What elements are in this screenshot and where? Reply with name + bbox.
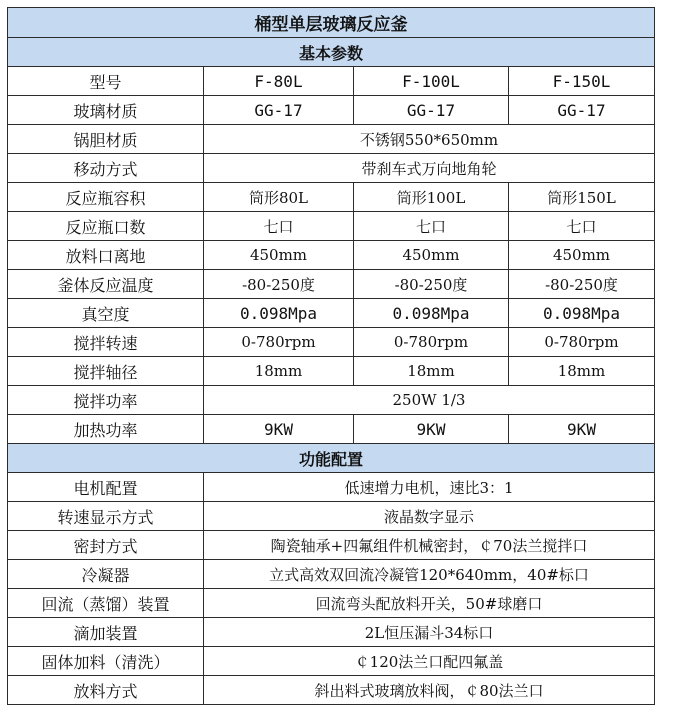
row-value: 0.098Mpa — [354, 299, 509, 328]
row-value: 七口 — [354, 212, 509, 241]
row-value: 450mm — [204, 241, 354, 270]
row-label: 放料方式 — [8, 676, 204, 705]
table-row — [8, 589, 655, 618]
row-value: 18mm — [509, 357, 655, 386]
row-value: 18mm — [204, 357, 354, 386]
row-label: 搅拌转速 — [8, 328, 204, 357]
row-value: F-150L — [509, 67, 655, 96]
row-label: 型号 — [8, 67, 204, 96]
row-value: 2L恒压漏斗34标口 — [204, 618, 655, 647]
table-title: 桶型单层玻璃反应釜 — [8, 8, 655, 38]
table-row — [8, 676, 655, 705]
row-value: F-80L — [204, 67, 354, 96]
row-value: 液晶数字显示 — [204, 502, 655, 531]
row-value: 0.098Mpa — [204, 299, 354, 328]
row-value: GG-17 — [509, 96, 655, 125]
row-value: 450mm — [509, 241, 655, 270]
table-row — [8, 183, 655, 212]
row-value: -80-250度 — [204, 270, 354, 299]
row-value: -80-250度 — [354, 270, 509, 299]
row-label: 密封方式 — [8, 531, 204, 560]
row-label: 滴加装置 — [8, 618, 204, 647]
section-header-function: 功能配置 — [8, 444, 655, 473]
row-value: 斜出料式玻璃放料阀，￠80法兰口 — [204, 676, 655, 705]
row-value: 七口 — [204, 212, 354, 241]
row-value: 陶瓷轴承+四氟组件机械密封，￠70法兰搅拌口 — [204, 531, 655, 560]
table-row — [8, 473, 655, 502]
table-row — [8, 502, 655, 531]
row-label: 搅拌轴径 — [8, 357, 204, 386]
table-row — [8, 67, 655, 96]
row-value: GG-17 — [204, 96, 354, 125]
table-row — [8, 154, 655, 183]
table-row — [8, 270, 655, 299]
row-value: 筒形150L — [509, 183, 655, 212]
row-label: 冷凝器 — [8, 560, 204, 589]
row-value: 0-780rpm — [354, 328, 509, 357]
row-value: 七口 — [509, 212, 655, 241]
row-value: ￠120法兰口配四氟盖 — [204, 647, 655, 676]
table-row — [8, 241, 655, 270]
row-label: 放料口离地 — [8, 241, 204, 270]
row-value: 筒形100L — [354, 183, 509, 212]
row-value: 9KW — [204, 415, 354, 444]
row-label: 反应瓶口数 — [8, 212, 204, 241]
row-value: 18mm — [354, 357, 509, 386]
row-label: 加热功率 — [8, 415, 204, 444]
row-label: 转速显示方式 — [8, 502, 204, 531]
row-value: 低速增力电机，速比3：1 — [204, 473, 655, 502]
row-label: 锅胆材质 — [8, 125, 204, 154]
row-label: 固体加料（清洗） — [8, 647, 204, 676]
row-label: 搅拌功率 — [8, 386, 204, 415]
row-value: 0-780rpm — [204, 328, 354, 357]
table-row — [8, 357, 655, 386]
row-label: 移动方式 — [8, 154, 204, 183]
row-value: 250W 1/3 — [204, 386, 655, 415]
table-row — [8, 299, 655, 328]
row-label: 真空度 — [8, 299, 204, 328]
row-label: 回流（蒸馏）装置 — [8, 589, 204, 618]
table-row — [8, 531, 655, 560]
row-value: 450mm — [354, 241, 509, 270]
row-label: 反应瓶容积 — [8, 183, 204, 212]
table-row — [8, 647, 655, 676]
row-label: 玻璃材质 — [8, 96, 204, 125]
row-value: 0.098Mpa — [509, 299, 655, 328]
table-row — [8, 618, 655, 647]
row-label: 电机配置 — [8, 473, 204, 502]
table-row — [8, 328, 655, 357]
row-value: 筒形80L — [204, 183, 354, 212]
row-label: 釜体反应温度 — [8, 270, 204, 299]
table-row — [8, 415, 655, 444]
row-value: 带刹车式万向地角轮 — [204, 154, 655, 183]
table-row — [8, 96, 655, 125]
table-row — [8, 386, 655, 415]
row-value: 回流弯头配放料开关，50#球磨口 — [204, 589, 655, 618]
section-header-basic: 基本参数 — [8, 38, 655, 67]
row-value: 不锈钢550*650mm — [204, 125, 655, 154]
row-value: 0-780rpm — [509, 328, 655, 357]
table-row — [8, 125, 655, 154]
table-row — [8, 212, 655, 241]
row-value: 立式高效双回流冷凝管120*640mm，40#标口 — [204, 560, 655, 589]
row-value: 9KW — [354, 415, 509, 444]
row-value: F-100L — [354, 67, 509, 96]
row-value: -80-250度 — [509, 270, 655, 299]
spec-table — [7, 7, 655, 705]
row-value: 9KW — [509, 415, 655, 444]
row-value: GG-17 — [354, 96, 509, 125]
table-row — [8, 560, 655, 589]
